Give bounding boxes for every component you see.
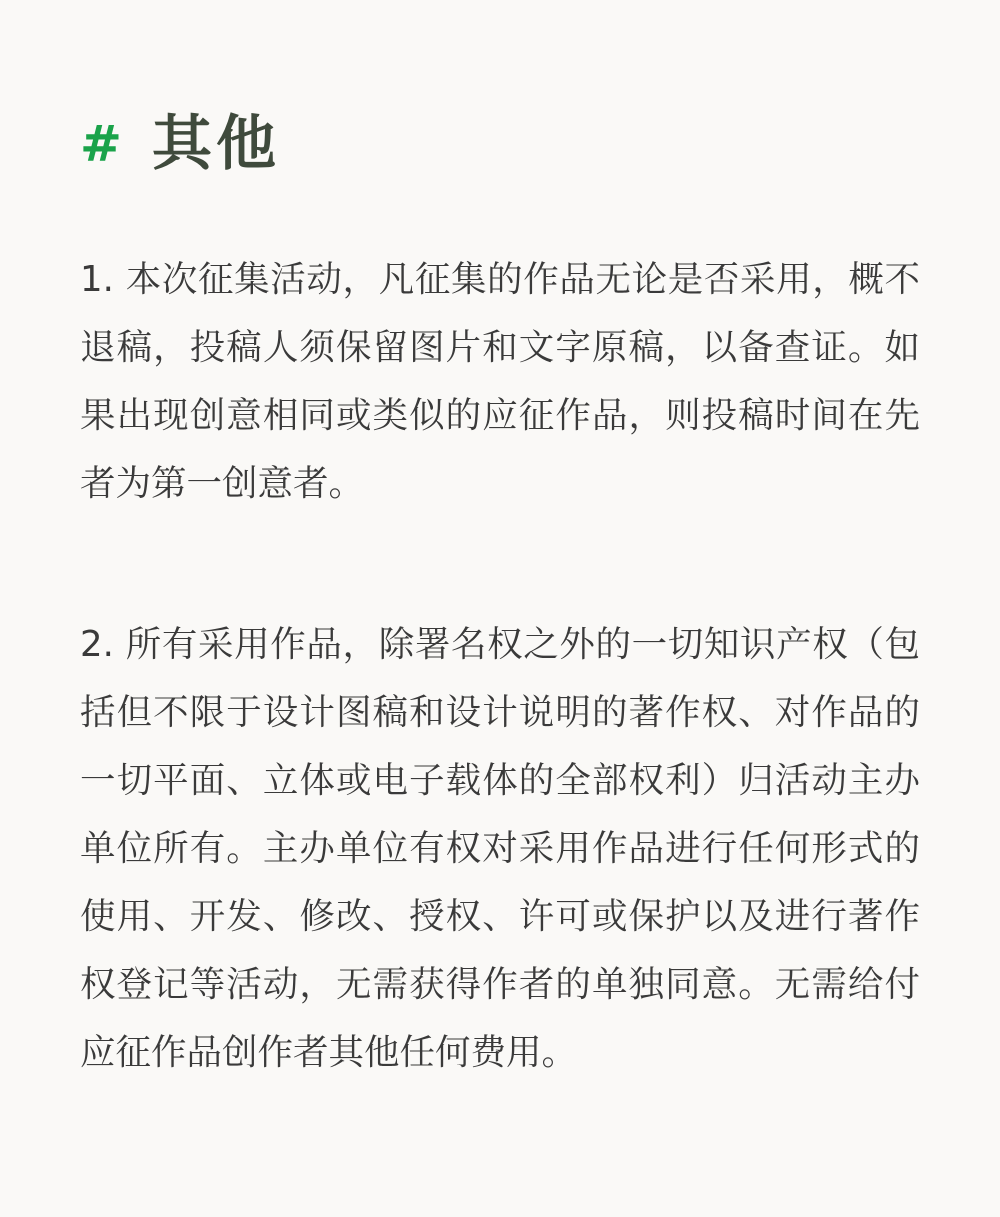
- paragraph-1: 1. 本次征集活动，凡征集的作品无论是否采用，概不退稿，投稿人须保留图片和文字原稿，以备查证。如果出现创意相同或类似的应征作品，则投稿时间在先者为第一创意者。: [80, 259, 920, 504]
- paragraph-2: 2. 所有采用作品，除署名权之外的一切知识产权（包括但不限于设计图稿和设计说明的著作权、对作品的一切平面、立体或电子载体的全部权利）归活动主办单位所有。主办单位有权对采用作品进行任何形式的使用、开发、修改、授权、许可或保护以及进行著作权登记等活动，无需获得作者的单独同意。无需给付应征作品创作者其他任何费用。: [80, 624, 920, 1073]
- section-heading: [80, 104, 280, 184]
- section-title: 其他: [152, 109, 280, 179]
- hash-marker: #: [80, 115, 122, 173]
